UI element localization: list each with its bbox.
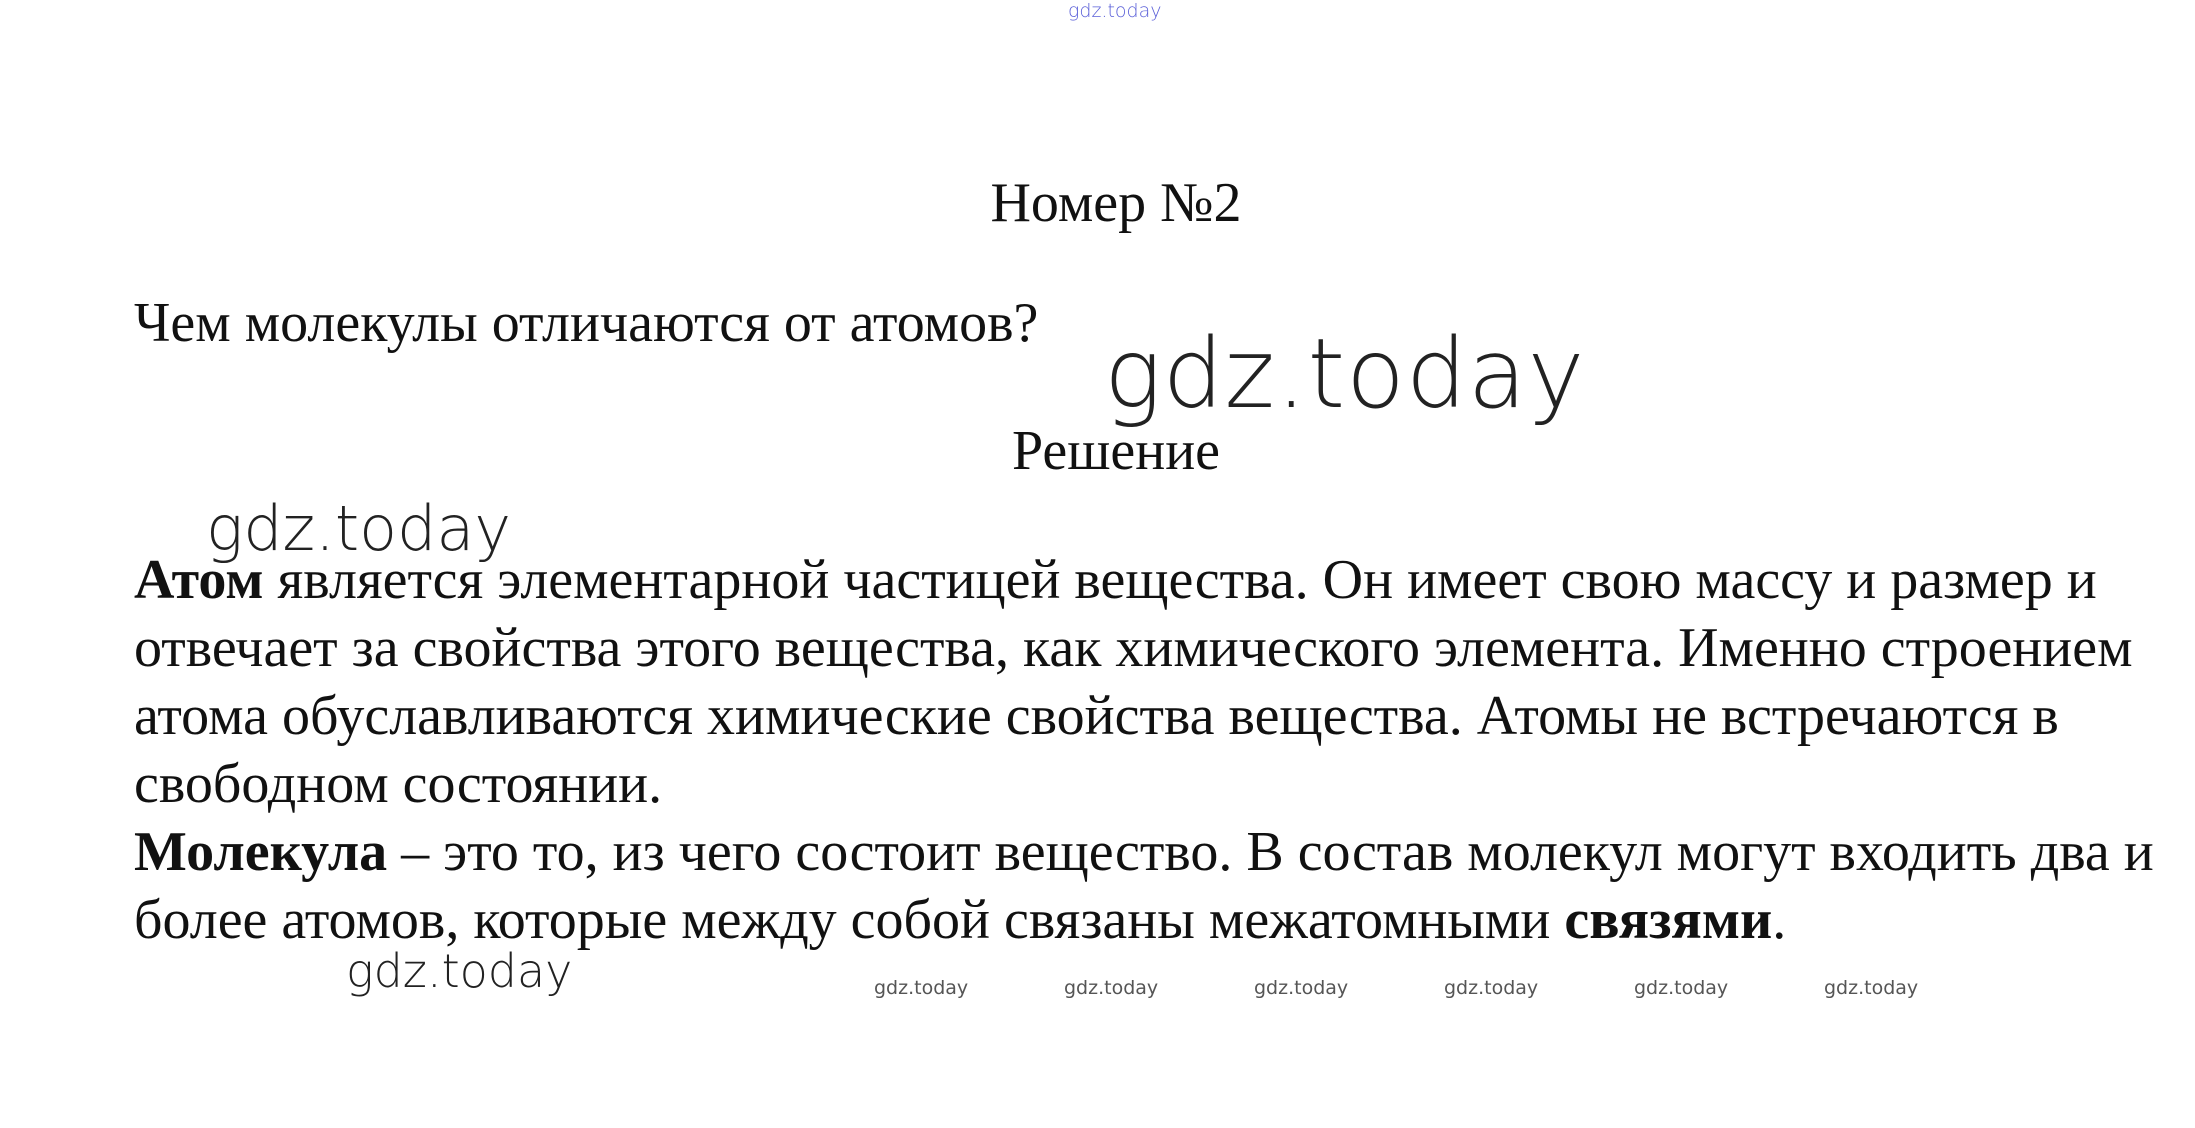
watermark-row [874, 977, 2014, 999]
definition-atom: является элементарной частицей вещества. Он имеет свою массу и размер и отвечает за свойства этого вещества, как химического элемента. Именно строением атома обуславливаются химические свойства вещества. Атомы не встречаются в свободном состоянии. [134, 549, 2133, 815]
term-bonds: связями [1564, 889, 1773, 951]
term-molecule: Молекула [134, 821, 388, 883]
watermark-tiny: gdz.today [1064, 977, 1159, 999]
solution-body [134, 546, 2174, 954]
watermark-tiny: gdz.today [1824, 977, 1919, 999]
paragraph-molecule [134, 818, 2174, 954]
watermark-tiny: gdz.today [1254, 977, 1349, 999]
definition-molecule-end: . [1772, 889, 1787, 951]
watermark-tiny: gdz.today [1634, 977, 1729, 999]
watermark-tiny: gdz.today [1444, 977, 1539, 999]
question-text: Чем молекулы отличаются от атомов? [134, 292, 1039, 354]
page-title: Номер №2 [990, 172, 1242, 234]
solution-heading: Решение [1011, 420, 1221, 482]
definition-molecule: – это то, из чего состоит вещество. В состав молекул могут входить два и более атомов, которые между собой связаны межатомными [134, 821, 2154, 951]
term-atom: Атом [134, 549, 264, 611]
watermark-small: gdz.today [346, 944, 573, 998]
watermark-large: gdz.today [1104, 318, 1586, 430]
watermark-top: gdz.today [1068, 0, 1162, 22]
watermark-tiny: gdz.today [874, 977, 969, 999]
paragraph-atom [134, 546, 2174, 818]
watermark-medium: gdz.today [206, 492, 512, 565]
